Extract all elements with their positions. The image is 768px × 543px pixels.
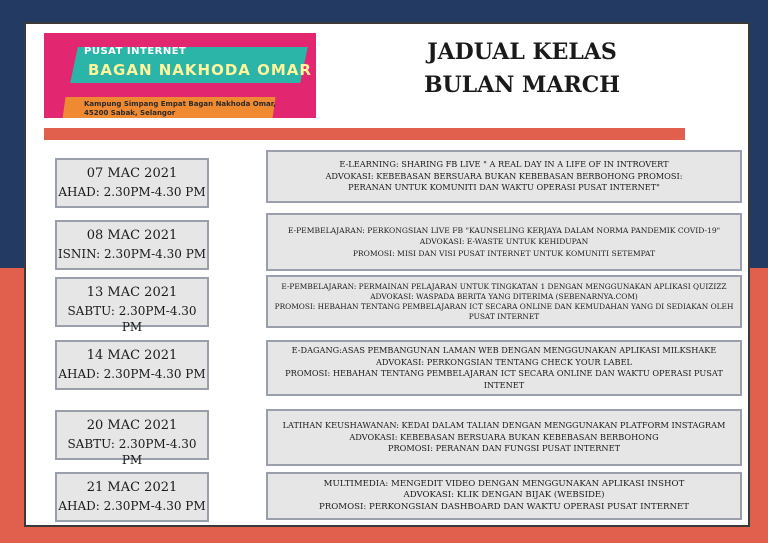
desc-box-4 xyxy=(266,340,742,396)
time-label: SABTU: 2.30PM-4.30 PM xyxy=(67,304,197,334)
logo-line-1: PUSAT INTERNET xyxy=(84,46,187,57)
pusat-internet-logo xyxy=(44,33,316,118)
time-label: AHAD: 2.30PM-4.30 PM xyxy=(58,367,206,381)
desc-line: PROMOSI: HEBAHAN TENTANG PEMBELAJARAN ICT SECARA ONLINE DAN WAKTU OPERASI PUSAT INTENET xyxy=(285,368,723,390)
desc-line: PROMOSI: PERANAN DAN FUNGSI PUSAT INTERNET xyxy=(387,443,621,454)
desc-line: E-PEMBELAJARAN: PERKONGSIAN LIVE FB "KAUNSELING KERJAYA DALAM NORMA PANDEMIK COVID-19" xyxy=(287,225,721,235)
desc-line: E-LEARNING: SHARING FB LIVE " A REAL DAY IN A LIFE OF IN INTROVERT xyxy=(339,159,669,170)
date-box-2 xyxy=(55,220,209,270)
desc-box-2 xyxy=(266,213,742,271)
desc-box-5 xyxy=(266,409,742,466)
title-line-1: JADUAL KELAS xyxy=(427,39,617,65)
date-label: 13 MAC 2021 xyxy=(86,285,178,300)
title-line-2: BULAN MARCH xyxy=(423,72,621,98)
date-box-1 xyxy=(55,158,209,208)
time-label: ISNIN: 2.30PM-4.30 PM xyxy=(57,247,207,261)
desc-line: ADVOKASI: KLIK DENGAN BIJAK (WEBSIDE) xyxy=(403,490,605,501)
date-label: 14 MAC 2021 xyxy=(86,348,178,363)
date-label: 07 MAC 2021 xyxy=(86,166,178,181)
date-label: 20 MAC 2021 xyxy=(86,418,178,433)
time-label: SABTU: 2.30PM-4.30 PM xyxy=(67,437,197,467)
page-title xyxy=(380,36,664,102)
date-box-5 xyxy=(55,410,209,467)
desc-line: ADVOKASI: E-WASTE UNTUK KEHIDUPAN xyxy=(419,237,589,247)
logo-address-line-2: 45200 Sabak, Selangor xyxy=(84,109,176,117)
time-label: AHAD: 2.30PM-4.30 PM xyxy=(58,185,206,199)
desc-line: E-DAGANG:ASAS PEMBANGUNAN LAMAN WEB DENGAN MENGGUNAKAN APLIKASI MILKSHAKE xyxy=(291,345,717,355)
logo-address xyxy=(84,100,276,118)
desc-box-6 xyxy=(266,472,742,520)
desc-box-1 xyxy=(266,150,742,203)
desc-line: PROMOSI: PERKONGSIAN DASHBOARD DAN WAKTU OPERASI PUSAT INTERNET xyxy=(319,501,689,512)
date-label: 21 MAC 2021 xyxy=(86,480,178,495)
date-box-6 xyxy=(55,472,209,522)
desc-line: LATIHAN KEUSHAWANAN: KEDAI DALAM TALIAN DENGAN MENGGUNAKAN PLATFORM INSTAGRAM xyxy=(282,420,726,431)
time-label: AHAD: 2.30PM-4.30 PM xyxy=(58,499,206,513)
divider-bar xyxy=(44,128,685,140)
desc-line: PERANAN UNTUK KOMUNITI DAN WAKTU OPERASI PUSAT INTERNET" xyxy=(348,182,660,193)
logo-line-2: BAGAN NAKHODA OMAR xyxy=(88,61,312,79)
desc-line: PROMOSI: MISI DAN VISI PUSAT INTERNET UNTUK KOMUNITI SETEMPAT xyxy=(352,248,656,258)
date-label: 08 MAC 2021 xyxy=(86,228,178,243)
desc-line: ADVOKASI: PERKONGSIAN TENTANG CHECK YOUR LABEL xyxy=(376,356,632,367)
date-box-4 xyxy=(55,340,209,390)
desc-box-3 xyxy=(266,275,742,328)
logo-address-line-1: Kampung Simpang Empat Bagan Nakhoda Omar, xyxy=(84,100,276,108)
desc-line: ADVOKASI: KEBEBASAN BERSUARA BUKAN KEBEBASAN BERBOHONG xyxy=(349,431,659,442)
desc-line: ADVOKASI: WASPADA BERITA YANG DITERIMA (SEBENARNYA.COM) xyxy=(370,291,638,301)
desc-line: PROMOSI: HEBAHAN TENTANG PEMBELAJARAN ICT SECARA ONLINE DAN KEMUDAHAN YANG DI SEDIAKAN OLEH PUSAT INTERNET xyxy=(274,301,734,321)
desc-line: E-PEMBELAJARAN: PERMAINAN PELAJARAN UNTUK TINGKATAN 1 DENGAN MENGGUNAKAN APLIKASI QUIZIZZ xyxy=(281,281,727,291)
desc-line: ADVOKASI: KEBEBASAN BERSUARA BUKAN KEBEBASAN BERBOHONG PROMOSI: xyxy=(325,170,683,181)
desc-line: MULTIMEDIA: MENGEDIT VIDEO DENGAN MENGGUNAKAN APLIKASI INSHOT xyxy=(323,478,685,489)
date-box-3 xyxy=(55,277,209,334)
